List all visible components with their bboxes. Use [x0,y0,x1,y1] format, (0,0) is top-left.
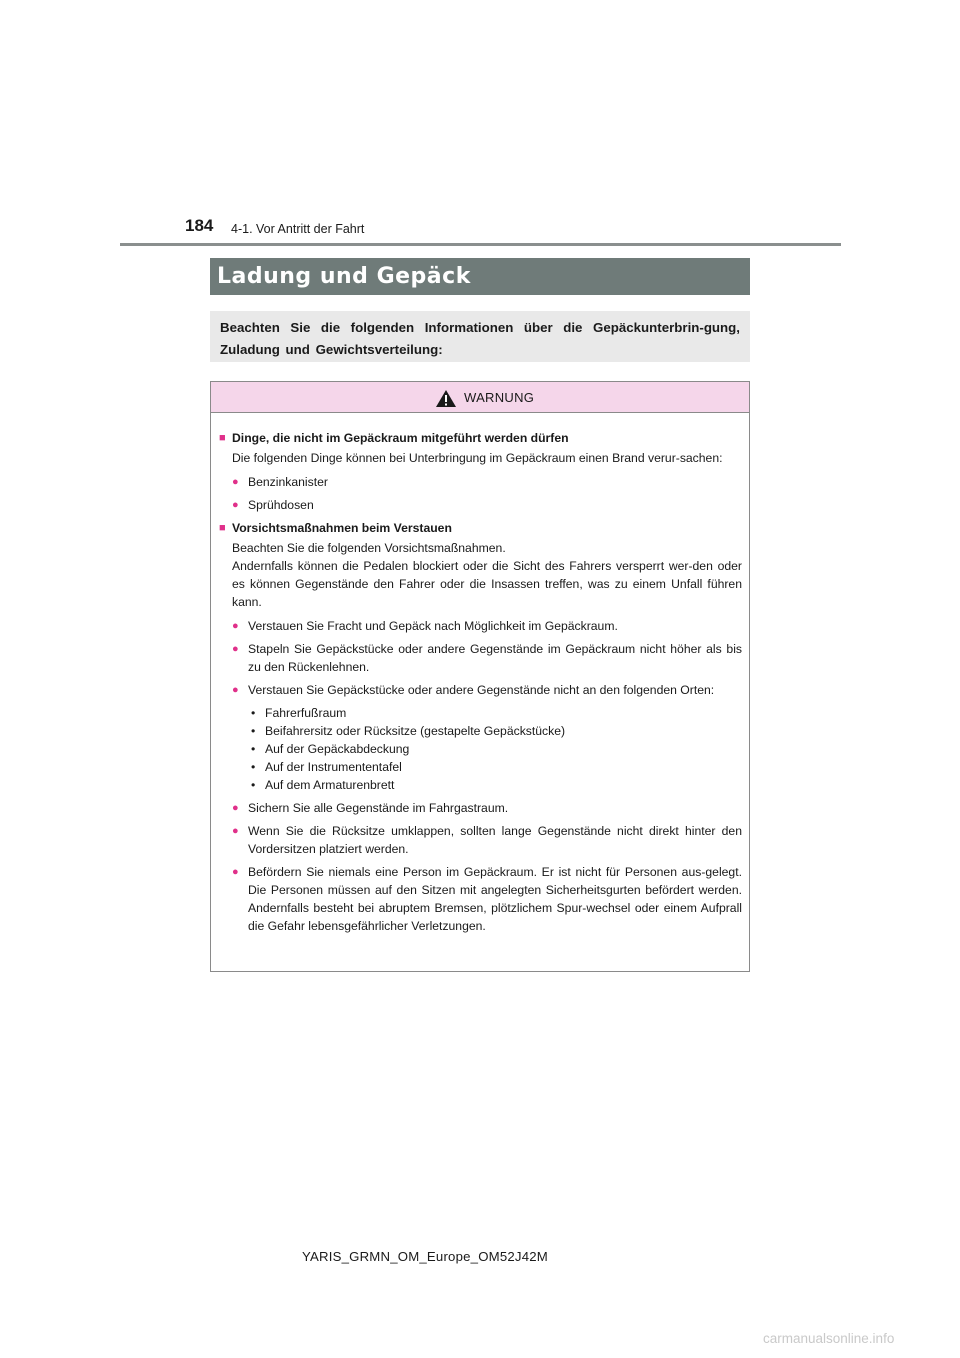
places-list-item [251,704,742,722]
places-list-item-text: Auf dem Armaturenbrett [265,778,395,792]
places-list-item [251,722,742,740]
circle-bullet-icon: ● [232,802,239,814]
places-list [219,704,742,794]
list-item-text: Sprühdosen [248,498,314,512]
header-rule [120,243,841,246]
dot-marker-icon: • [251,706,256,720]
dot-marker-icon: • [251,742,256,756]
circle-bullet-icon: ● [232,620,239,632]
list-item-text: Stapeln Sie Gepäckstücke oder andere Gegenstände im Gepäckraum nicht höher als bis zu den Rückenlehnen. [248,642,742,674]
list-item [219,863,742,935]
dot-marker-icon: • [251,724,256,738]
page-title: Ladung und Gepäck [217,264,471,289]
places-list-item-text: Auf der Gepäckabdeckung [265,742,410,756]
list-item [219,799,742,817]
footer-doc-code: YARIS_GRMN_OM_Europe_OM52J42M [302,1249,548,1264]
list-item [219,681,742,699]
page-number: 184 [185,216,214,235]
places-list-item-text: Fahrerfußraum [265,706,347,720]
list-item-text: Benzinkanister [248,475,328,489]
list-item [219,473,742,491]
section-heading-text: Vorsichtsmaßnahmen beim Verstauen [232,521,452,535]
circle-bullet-icon: ● [232,825,239,837]
title-bar [210,258,750,295]
dot-marker-icon: • [251,760,256,774]
warning-box [210,381,750,972]
list-item [219,822,742,858]
circle-bullet-icon: ● [232,643,239,655]
intro-box [210,311,750,362]
section-heading [219,519,742,537]
section-heading [219,429,742,447]
warning-header [211,382,749,413]
places-list-item-text: Beifahrersitz oder Rücksitze (gestapelte Gepäckstücke) [265,724,566,738]
square-bullet-icon: ■ [219,432,226,444]
places-list-item-text: Auf der Instrumententafel [265,760,402,774]
list-item [219,617,742,635]
list-item-text: Wenn Sie die Rücksitze umklappen, sollten lange Gegenstände nicht direkt hinter den Vordersitzen platziert werden. [248,824,742,856]
list-item-text: Sichern Sie alle Gegenstände im Fahrgastraum. [248,801,509,815]
circle-bullet-icon: ● [232,499,239,511]
list-item [219,640,742,676]
list-item-text: Befördern Sie niemals eine Person im Gepäckraum. Er ist nicht für Personen aus-gelegt. Die Personen müssen auf den Sitzen mit angelegten Sicherheitsgurten befördert werden. Andernfalls besteht bei abruptem Bremsen, plötzlichem Spur-wechsel oder einem Aufprall die Gefahr lebensgefährlicher Verletzungen. [248,865,742,933]
circle-bullet-icon: ● [232,684,239,696]
warning-triangle-icon [435,389,457,408]
list-item-text: Verstauen Sie Gepäckstücke oder andere Gegenstände nicht an den folgenden Orten: [248,683,715,697]
list-item [219,496,742,514]
dot-marker-icon: • [251,778,256,792]
places-list-item [251,758,742,776]
paragraph: Die folgenden Dinge können bei Unterbringung im Gepäckraum einen Brand verur-sachen: [232,451,723,465]
paragraph: Beachten Sie die folgenden Vorsichtsmaßnahmen. [232,541,506,555]
warning-label: WARNUNG [464,390,535,405]
section-reference: 4-1. Vor Antritt der Fahrt [231,222,365,236]
list-item-text: Verstauen Sie Fracht und Gepäck nach Möglichkeit im Gepäckraum. [248,619,618,633]
watermark-link[interactable]: carmanualsonline.info [763,1331,895,1346]
square-bullet-icon: ■ [219,522,226,534]
intro-text: Beachten Sie die folgenden Informationen über die Gepäckunterbrin-gung, Zuladung und Gewichtsverteilung: [220,320,740,357]
warning-body [211,413,749,935]
paragraph: Andernfalls können die Pedalen blockiert oder die Sicht des Fahrers versperrt wer-den oder es können Gegenstände den Fahrer oder die Insassen treffen, was zu einem Unfall führen kann. [232,559,742,609]
places-list-item [251,740,742,758]
circle-bullet-icon: ● [232,866,239,878]
circle-bullet-icon: ● [232,476,239,488]
section-heading-text: Dinge, die nicht im Gepäckraum mitgeführt werden dürfen [232,431,569,445]
places-list-item [251,776,742,794]
